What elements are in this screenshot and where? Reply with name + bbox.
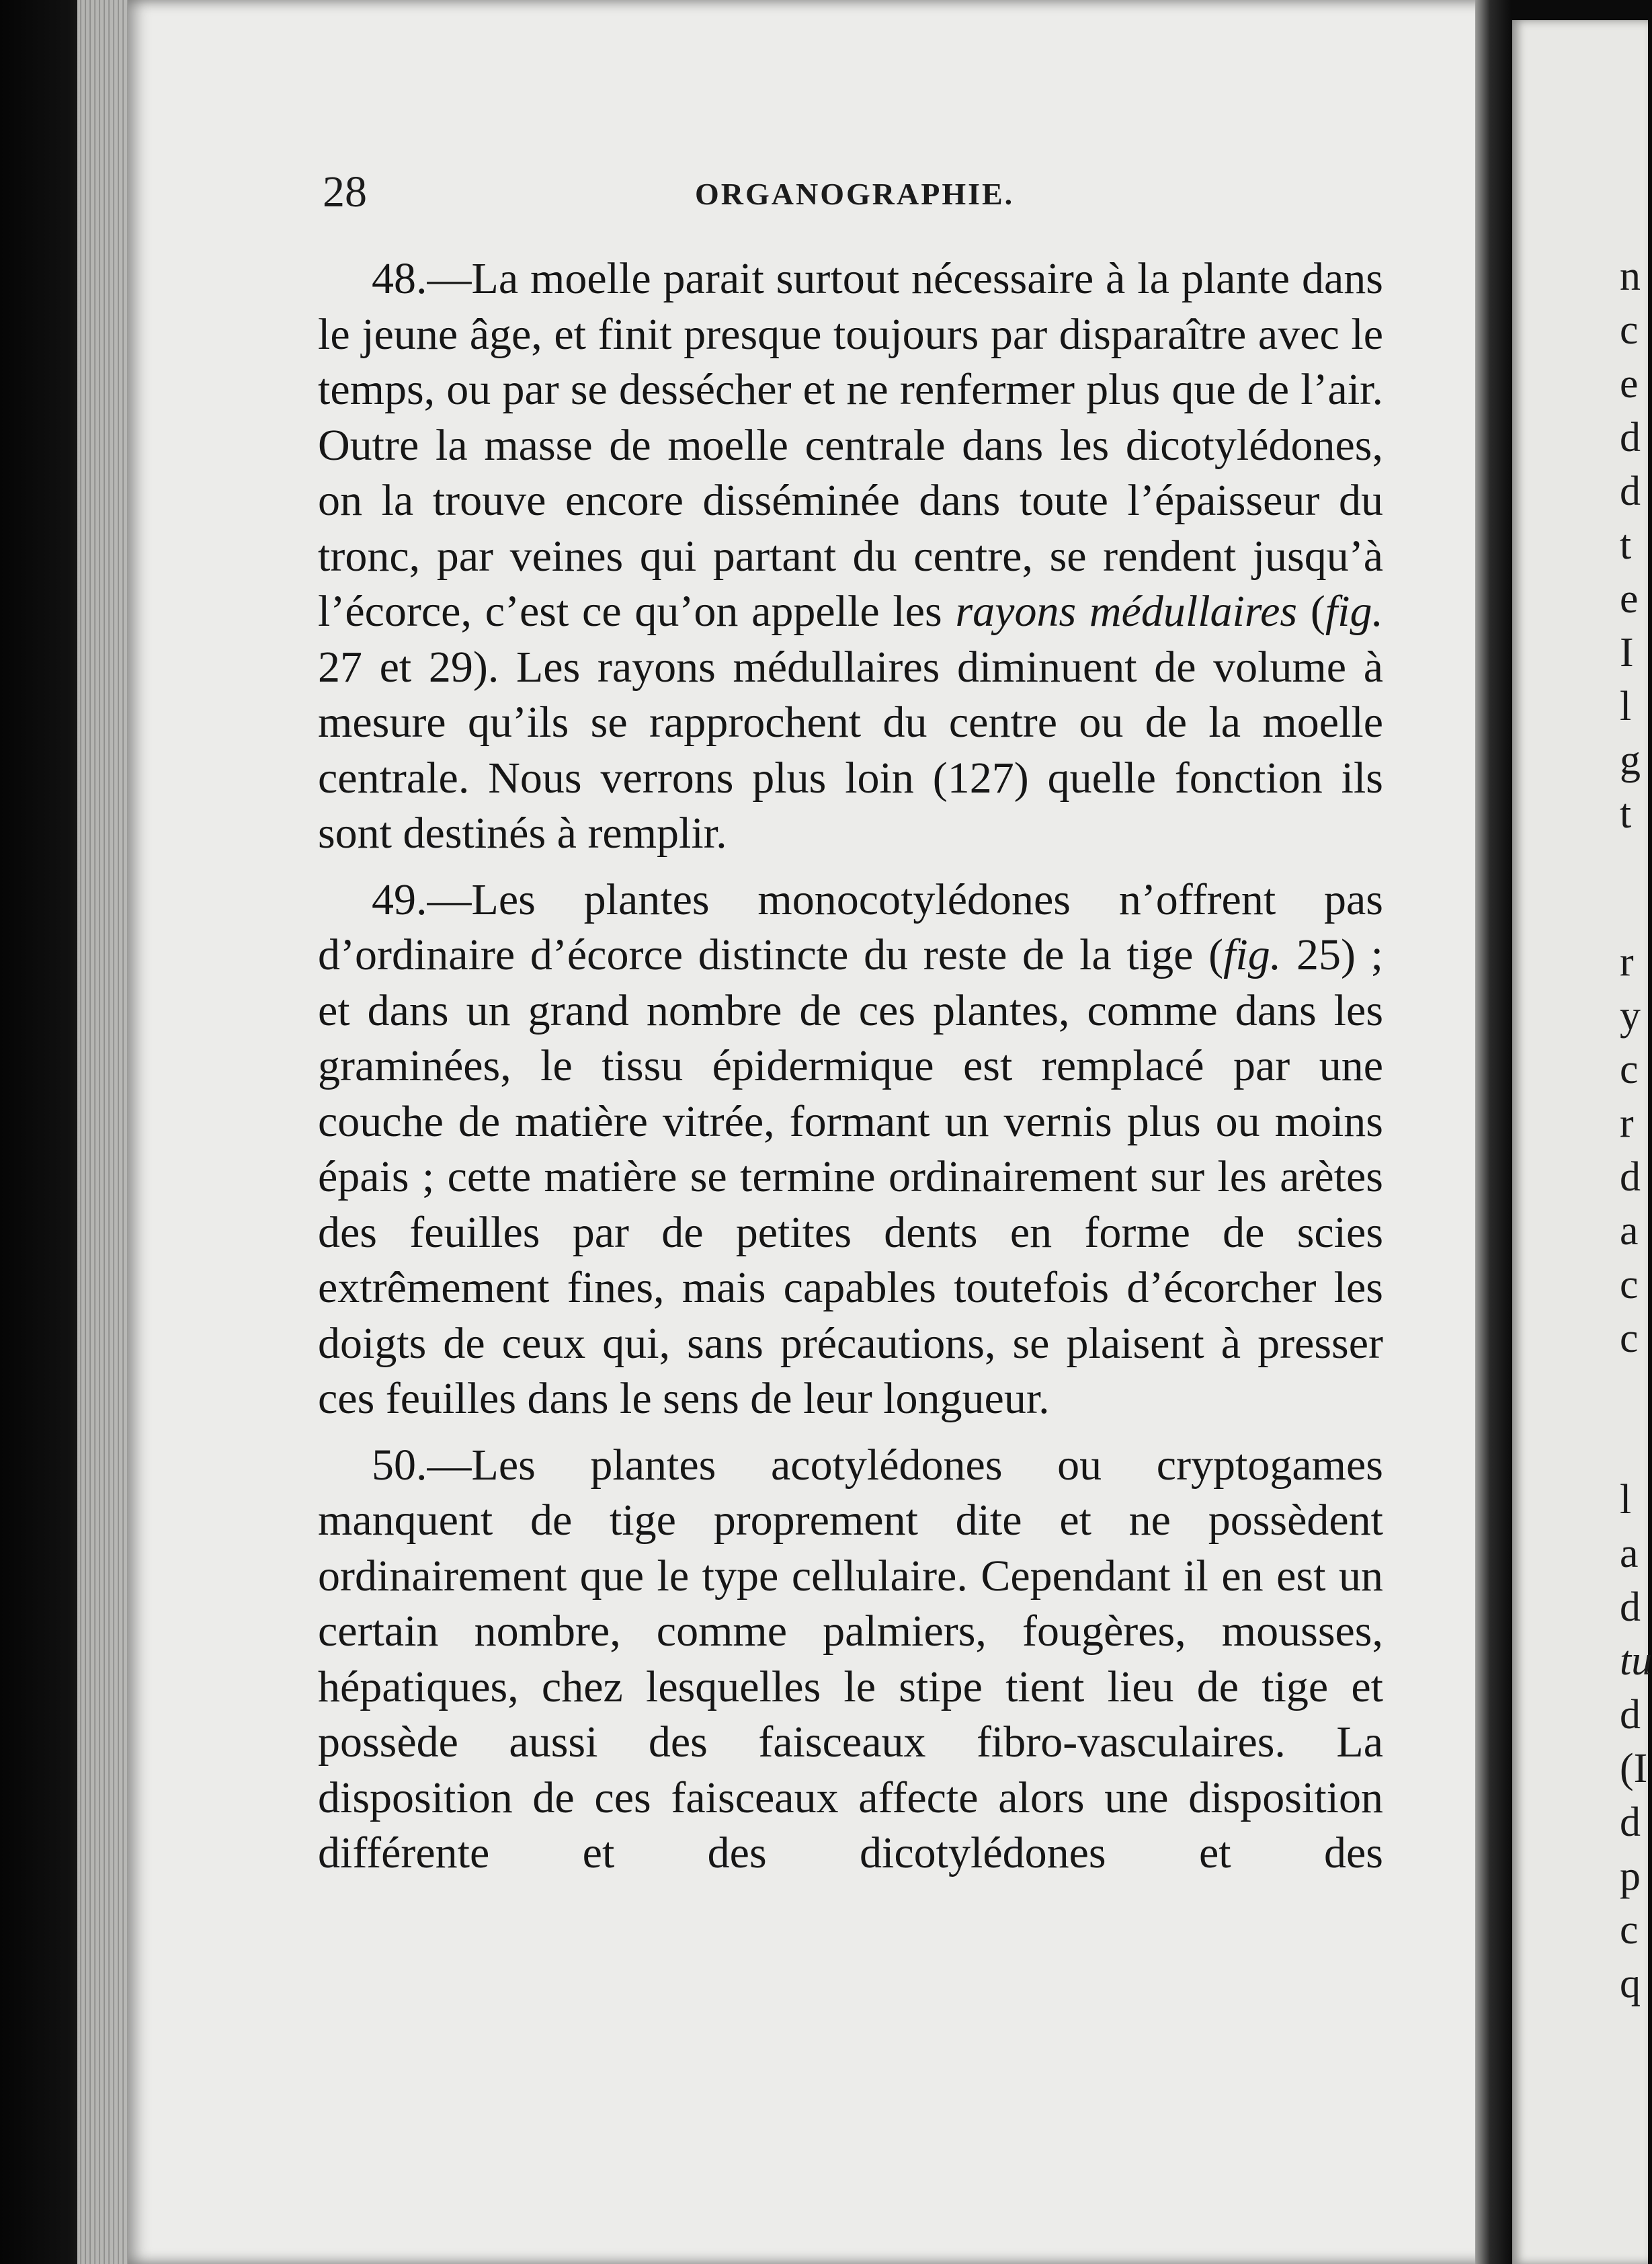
- paragraph-49-text-1: 49.—Les plantes monocotylédones n’offrent pas d’ordinaire d’écorce distincte du reste de la tige (: [318, 875, 1383, 979]
- facing-page-fragment: [1512, 20, 1652, 2264]
- paragraph-48-text-2: (: [1297, 587, 1325, 636]
- facing-page-letter: c: [1620, 307, 1639, 353]
- facing-page-letter: d: [1620, 1154, 1641, 1200]
- paragraph-50-text-1: 50.—Les plantes acotylédones ou cryptogames manquent de tige proprement dite et ne possèdent ordinairement que le type cellulaire. Cependant il en est un certain nombre, comme palmiers, fougères, mousses, hépatiques, chez lesquelles le stipe tient lieu de tige et possède aussi des faisceaux fibro-vasculaires. La disposition de ces faisceaux affecte alors une disposition différente et des dicotylédones et des: [318, 1440, 1383, 1877]
- facing-page-letter: c: [1620, 1907, 1639, 1953]
- facing-page-letter: d: [1620, 1584, 1641, 1630]
- paragraph-48-italic-2: fig.: [1325, 587, 1383, 636]
- facing-page-letter: r: [1620, 939, 1634, 985]
- facing-page-letter: t: [1620, 791, 1632, 837]
- facing-page-letter: I: [1620, 630, 1634, 676]
- facing-page-letter: a: [1620, 1531, 1639, 1576]
- facing-page-letter: g: [1620, 737, 1641, 783]
- facing-page-letter: e: [1620, 576, 1639, 622]
- facing-page-letter: c: [1620, 1262, 1639, 1307]
- body-text: [318, 251, 1383, 1882]
- page-number: 28: [323, 167, 367, 216]
- paragraph-50: [318, 1438, 1383, 1882]
- paragraph-49-text-2: 25) ; et dans un grand nombre de ces plantes, comme dans les graminées, le tissu épidermique est remplacé par une couche de matière vitrée, formant un vernis plus ou moins épais ; cette matière se termine ordinairement sur les arètes des feuilles par de petites dents en forme de scies extrêmement fines, mais capables toutefois d’écorcher les doigts de ceux qui, sans précautions, se plaisent à presser ces feuilles dans le sens de leur longueur.: [318, 930, 1383, 1423]
- facing-page-letter: d: [1620, 469, 1641, 514]
- facing-page-letter: t: [1620, 522, 1632, 568]
- paragraph-48-text-3: 27 et 29). Les rayons médullaires diminuent de volume à mesure qu’ils se rapprochent du centre ou de la moelle centrale. Nous verrons plus loin (127) quelle fonction ils sont destinés à remplir.: [318, 642, 1383, 858]
- facing-page-letter: tu: [1620, 1638, 1652, 1684]
- facing-page-letter: a: [1620, 1208, 1639, 1254]
- facing-page-letter: e: [1620, 361, 1639, 407]
- facing-page-letter: d: [1620, 415, 1641, 460]
- facing-page-letter: d: [1620, 1800, 1641, 1845]
- book-gutter: [1475, 0, 1512, 2264]
- facing-page-letter: (I: [1620, 1746, 1648, 1791]
- facing-page-letter: y: [1620, 993, 1641, 1039]
- facing-page-letter: l: [1620, 1477, 1632, 1523]
- facing-page-letter: q: [1620, 1961, 1641, 2007]
- paragraph-49-italic-1: fig.: [1223, 930, 1282, 979]
- facing-page-letter: p: [1620, 1853, 1641, 1899]
- page-stack-edge: [77, 0, 128, 2264]
- paragraph-48: [318, 251, 1383, 862]
- facing-page-letter: n: [1620, 253, 1641, 299]
- paragraph-49: [318, 873, 1383, 1427]
- paragraph-48-italic-1: rayons médullaires: [955, 587, 1298, 636]
- paragraph-48-text-1: 48.—La moelle parait surtout nécessaire à la plante dans le jeune âge, et finit presque toujours par disparaître avec le temps, ou par se dessécher et ne renfermer plus que de l’air. Outre la masse de moelle centrale dans les dicotylédones, on la trouve encore disséminée dans toute l’épaisseur du tronc, par veines qui partant du centre, se rendent jusqu’à l’écorce, c’est ce qu’on appelle les: [318, 254, 1383, 636]
- running-head: ORGANOGRAPHIE.: [695, 177, 1015, 211]
- facing-page-letter: l: [1620, 684, 1632, 729]
- facing-page-letter: c: [1620, 1316, 1639, 1361]
- page-header: [323, 167, 1381, 220]
- facing-page-letter: c: [1620, 1047, 1639, 1092]
- facing-page-letter: r: [1620, 1100, 1634, 1146]
- facing-page-letter: d: [1620, 1692, 1641, 1738]
